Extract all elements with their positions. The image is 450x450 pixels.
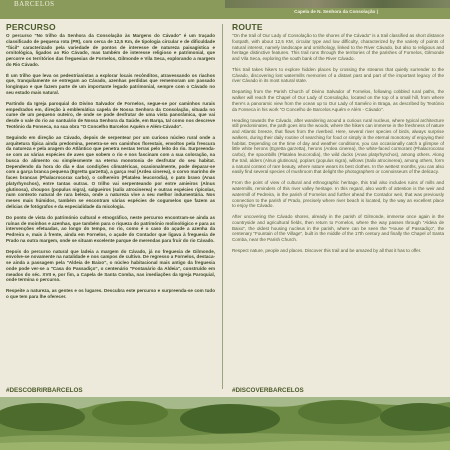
section-title-route: ROUTE <box>232 22 263 32</box>
bottom-landscape-photo <box>0 397 450 450</box>
paragraph: Seguindo em direção ao Cávado, depois de serpentear por um curioso núcleo rural onde a arquitetura típica ainda predomina, penetra-se em caminhos florestais, envoltos pela frescura da natureza e pela aragem do Atlântico que penetra nestas terras pelo leito do rio. Surpreenda-se com as várias espécies de aves que sobem o rio e nos fascinam com a sua coloração, na busca do alimento ou simplesmente na eterna monotonia de desfrutar do seu habitat. Dependendo da hora do dia e das condições climatéricas, ocasionalmente, pode deparar-se com a garça branca pequena (Egretta garzetta), a garça real (Ardea cinerea), o corvo marinho de faces brancas (Phalacrocorax carbo), o colhereiro (Platalea leucorodia), o pato bravo (Anas platyrhynchos), entre tantas outras. O trilho vai serpenteando por entre amieiros (Alnus glutinosa), choupos (populus nigra), salgueiros (salix atrocinerea) e outras espécies ripícolas, num contexto natural de rara beleza, onde a natureza vive a seu melhor indumentária. Nos meses mais húmidos, também se encontram várias espécies de cogumelos que fazem as delícias de fotógrafos e da especialidade da micologia. <box>6 134 215 209</box>
brand-logo-text: BARCELOS <box>14 0 55 8</box>
right-column-english <box>232 22 444 259</box>
left-column-portuguese <box>6 22 215 305</box>
paragraph: From the point of view of cultural and ethnographic heritage, this trail also includes ruins of mills and watermills, reminders of this river valley heritage. In this regard, also worth of attention is the weir and watermill of Pedreira, in the parish of Fornelos and further ahead the Contador weir, that was previously connection to the parish of Prado, precisely where river beach is located, by the way an excellent place to enjoy the Cávado. <box>232 180 444 209</box>
hashtag-descobrir: #DESCOBRIRBARCELOS <box>6 387 83 394</box>
photo-caption: Capela de N. Senhora da Consolação | <box>294 9 378 14</box>
paragraph: Do ponto de vista do património cultural e etnográfico, neste percurso encontram-se ainda as ruínas de moinhos e azenhas, que também para o riqueza do património molinológico e para as intervenções efetuadas, ao longo do tempo, no rio, como é o caso do açude a azenha da Pedreira e, mais à frente, ainda em Fornelos, o açude do Contador que ligava à freguesia de Prado na outra margem, onde se situam excelente parque de merendas para fruir do rio Cávado. <box>6 214 215 243</box>
hashtag-discover: #DISCOVERBARCELOS <box>232 387 304 394</box>
paragraph: Respeite a natureza, as gentes e os lugares. Descubra este percurso e surpreenda-se com tudo o que tem para lhe oferecer. <box>6 288 215 300</box>
column-divider <box>222 24 223 389</box>
paragraph: This trail takes hikers to explore hidden places by crossing the streams that quietly surrender to the Cávado, discovering lost watermills memories of a distant past and part of the important legacy of the river Cávado in its most natural state. <box>232 66 444 84</box>
paragraph: After uncovering the Cávado shores, already in the parish of Gilmonde, immerse once again in the countryside and agricultural fields, then return to Fornelos, where the way passes through "Aldeia de Baixo", the oldest housing nucleus in the parish, where can be seen the "House of Passadiço", the centenary "Fountain of the Village", built in the middle of the 17th century and finally the Chapel of Santa Comba, near the Parish Church. <box>232 214 444 243</box>
paragraph: O percurso "No trilho da Senhora da Consolação às Margens do Cávado" é um traçado classificado de pequena rota (PR), com cerca de 12,5 Km, de tipologia circular e de dificuldade "fácil" caracterizado pela variedade de pontos de interesse de natureza paisagística e ornitológica, ligados ao Rio Cávado, mas também de interesse religioso e patrimonial, que percorre os territórios das freguesias de Fornelos, Gilmonde e Vila Seca, explorando a margem do Rio Cávado. <box>6 33 215 67</box>
paragraph: Respect nature, people and places. Discover this trail and be amazed by all that it has to offer. <box>232 248 422 254</box>
landscape-illustration <box>0 397 450 450</box>
paragraph: "On the trail of Our Lady of Consolação to the shores of the Cávado" is a trail classified as short distance footpath, with about 12,5 KM, circular type and low difficulty, characterized by the variety of points of natural interest, namely landscape and ornithology, linked to the River Cávado, but also to religious and heritage distinctive features. This trail runs through the territories of the parishes of Fornelos, Gilmonde and Vila Seca, exploring the south bank of the River Cávado. <box>232 33 444 61</box>
header-photo <box>225 0 450 8</box>
section-title-percurso: PERCURSO <box>6 22 56 32</box>
paragraph: Heading towards the Cávado, after wandering around a curious rural nucleus, where typical architecture still predominates, the path goes into the woods, where the hikers can immerse in the freshness of nature and Atlantic breeze, that flows from the riverbed. Here, several river species of birds, always surprise walkers, during their daily routine of searching for food or simply in the eternal monotony of enjoying their habitat. Depending on the time of day and weather conditions, you can occasionally catch a glimpse of little white herons (Egretta garzetta), herons (Ardea cinerea), the white-faced cormorant (Phalacrocorax carbo), the spoonbills (Platalea leucorodia), the wild ducks (Anas platyrhynchos), among others. Along the trail, alders (Alnus glutinosa), poplars (populus nigra), willows (Salix atrocinerea), among others, form a natural context of rare beauty, where nature wears its best clothes. In the wettest months, you can also easily find several species of mushroom that delight the photographers or connoisseurs of the delicacy. <box>232 117 444 175</box>
paragraph: É um trilho que leva os pedestrianistas a explorar locais recônditos, atravessando os riachos que, tranquilamente se entregam ao Cávado, azenhas perdidas que rememoram um passado longínquo e que fazem parte de um importante legado patrimonial, sempre com o Cávado no seu estado mais natural. <box>6 72 215 95</box>
paragraph: Depois do percurso natural que ladeia a margem do Cávado, já no freguesia de Gilmonde, envolve-se novamente na natalidade e nos campos de cultivo. De regresso a Fornelos, destaca-se ainda a passagem pela "Aldeia de Baixo", o núcleo habitacional mais antigo da freguesia onde pode ver-se a "Casa do Passadiço", o centenário "Fontanário da Aldeia", construído em meados do séc. XVII e, por fim, a Capela de Santa Comba, nas imediações da Igreja Paroquial, onde termina o percurso. <box>6 248 215 283</box>
paragraph: Partindo da Igreja paroquial do Divino Salvador de Fornelos, segue-se por caminhos rurais empedrados em, direção à emblemática capela de Nossa Senhora da Consolação, situada no cume de um pequeno outeiro, de onde se pode desfrutar de uma vista panorâmica, que vai desde o vale do rio ao santuário de Nossa Senhora da Saúde, em Barqa, tal como nos descreve Teotónio da Fonseca, na sua obra "O Concelho Barcelos Aquém e Além-Cávado". <box>6 100 215 129</box>
header-bar <box>0 0 450 19</box>
paragraph: Departing from the Parish Church of Divino Salvador of Fornelos, following cobbled rural paths, the walker will reach the Chapel of Our Lady of Consolação, located on the top of a small hill, from where there's a panoramic view from the ocean up to Our Lady of Saméiro in Braga, as described by Teotónio da Fonseca in his work "O Concelho de Barcelos Aquém e Além - Cávado". <box>232 89 444 112</box>
